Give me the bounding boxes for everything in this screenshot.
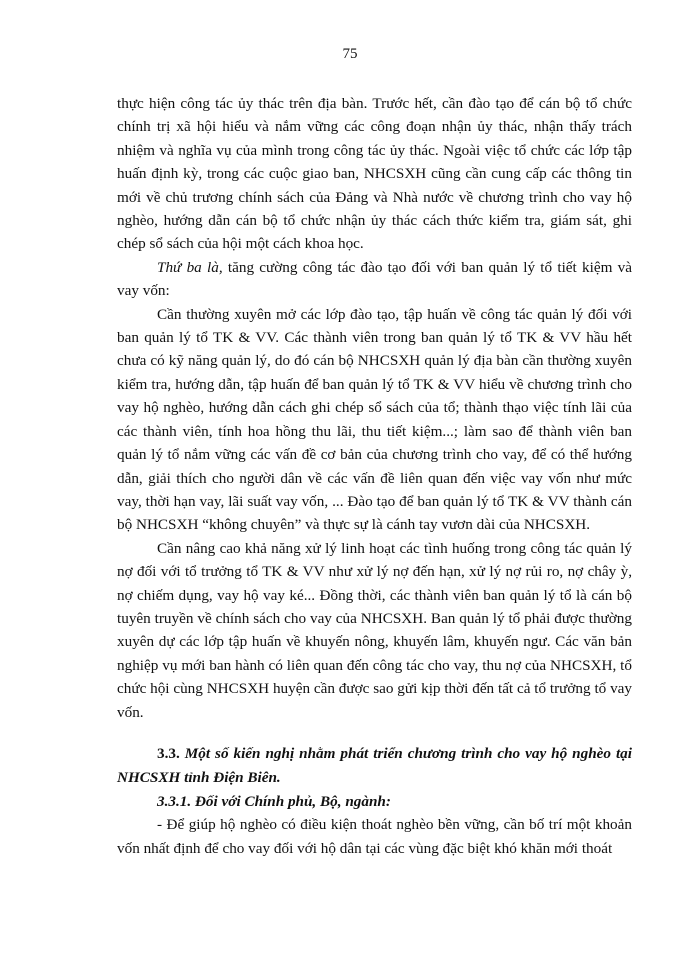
subsection-heading: 3.3.1. Đối với Chính phủ, Bộ, ngành: bbox=[157, 792, 391, 810]
paragraph-recommendation: - Để giúp hộ nghèo có điều kiện thoát nghèo bền vững, cần bố trí một khoản vốn nhất định để cho vay đối với hộ dân tại các vùng đặc biệt khó khăn mới thoát bbox=[117, 816, 632, 857]
paragraph-lead-italic: Thứ ba là, bbox=[157, 258, 223, 276]
paragraph-third-point bbox=[117, 256, 632, 303]
section-heading bbox=[117, 742, 632, 790]
page-number: 75 bbox=[342, 46, 358, 62]
section-title: Một số kiến nghị nhằm phát triển chương trình cho vay hộ nghèo tại NHCSXH tỉnh Điện Biên. bbox=[117, 744, 632, 786]
section-number: 3.3. bbox=[157, 744, 180, 762]
paragraph-trust-training: thực hiện công tác ủy thác trên địa bàn. Trước hết, cần đào tạo để cán bộ tổ chức chính trị xã hội hiểu và nắm vững các công đoạn nhận ủy thác, nhận thấy trách nhiệm và nghĩa vụ của mình trong công tác ủy thác. Ngoài việc tổ chức các lớp tập huấn định kỳ, trong các cuộc giao ban, NHCSXH cũng cần cung cấp các thông tin mới về chủ trương chính sách của Đảng và Nhà nước về chương trình cho vay hộ nghèo, hướng dẫn cán bộ tổ chức nhận ủy thác cách thức kiểm tra, giám sát, ghi chép sổ sách của hội một cách khoa học. bbox=[117, 95, 632, 253]
paragraph-board-training: Cần thường xuyên mở các lớp đào tạo, tập huấn về công tác quản lý đối với ban quản lý tổ TK & VV. Các thành viên trong ban quản lý tổ TK & VV hầu hết chưa có kỹ năng quản lý, do đó cán bộ NHCSXH quản lý địa bàn cần thường xuyên kiểm tra, hướng dẫn, tập huấn để ban quản lý tổ TK & VV hiểu về chương trình cho vay hộ nghèo, hướng dẫn cách ghi chép sổ sách của tổ; thành thạo việc tính lãi của các thành viên, tính hoa hồng thu lãi, thu tiết kiệm...; làm sao để thành viên ban quản lý tổ nắm vững các vấn đề cơ bản của chương trình cho vay, để có thể hướng dẫn, giải thích cho người dân về các vấn đề liên quan đến việc vay vốn như mức vay, thời hạn vay, lãi suất vay vốn, ... Đào tạo để ban quản lý tổ TK & VV thành cán bộ NHCSXH “không chuyên” và thực sự là cánh tay vươn dài của NHCSXH. bbox=[117, 305, 632, 534]
paragraph-debt-handling: Cần nâng cao khả năng xử lý linh hoạt các tình huống trong công tác quản lý nợ đối với tổ trưởng tổ TK & VV như xử lý nợ đến hạn, xử lý nợ rủi ro, nợ chây ỳ, nợ chiếm dụng, vay hộ vay ké... Đồng thời, các thành viên ban quản lý tổ là cán bộ tuyên truyền về chính sách cho vay của NHCSXH. Ban quản lý tổ phải được thường xuyên dự các lớp tập huấn về khuyến nông, khuyến lâm, khuyến ngư. Các văn bản nghiệp vụ mới ban hành có liên quan đến công tác cho vay, thu nợ của NHCSXH, tổ chức hội cùng NHCSXH huyện cần được sao gửi kịp thời đến tất cả tổ trưởng tổ vay vốn. bbox=[117, 539, 632, 721]
document-body bbox=[117, 92, 632, 860]
paragraph-third-point-text: tăng cường công tác đào tạo đối với ban quản lý tổ tiết kiệm và vay vốn: bbox=[117, 258, 632, 300]
